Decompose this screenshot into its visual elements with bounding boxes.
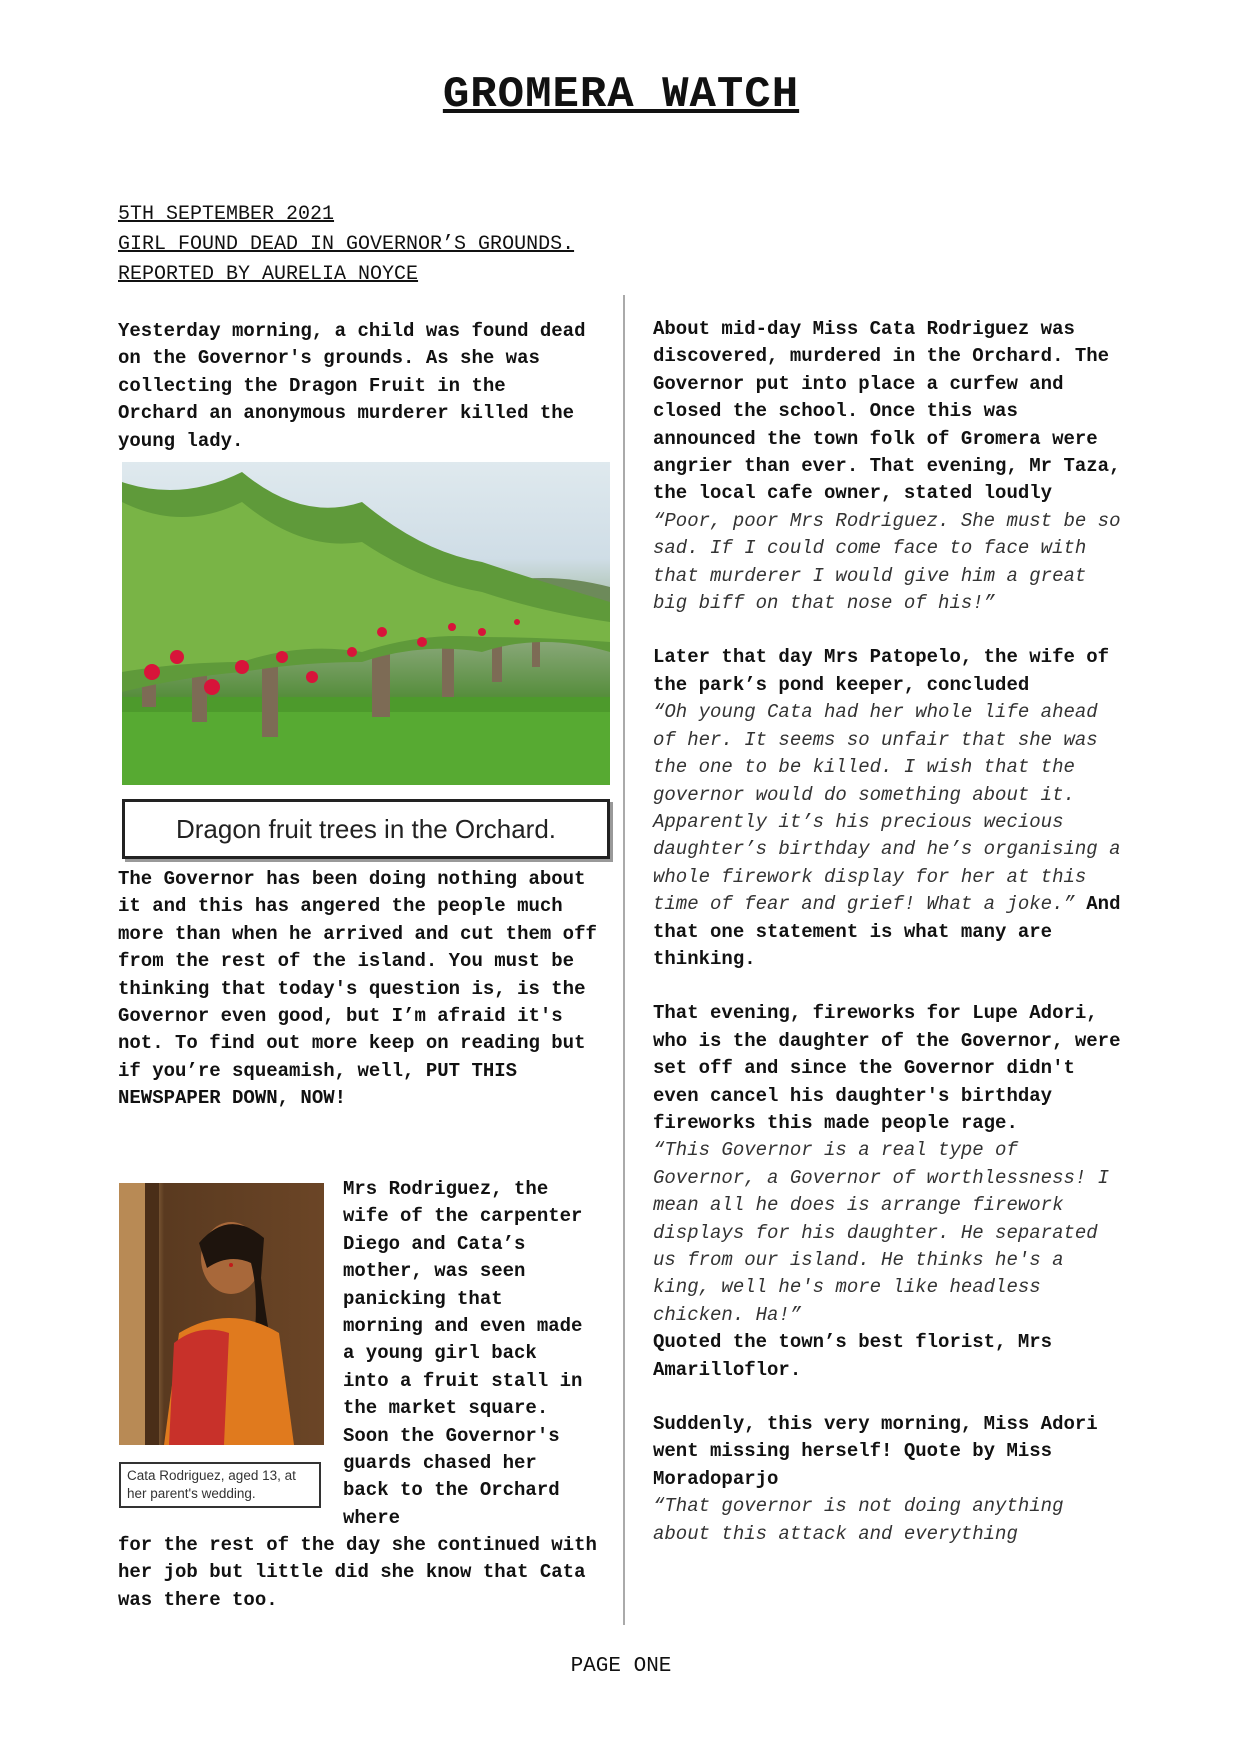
girl-portrait-photo [119,1183,324,1445]
governor-paragraph: The Governor has been doing nothing about it and this has angered the people much more than when he arrived and cut them off from the rest of the island. You must be thinking that today's question is, is the Governor even good, but I’m afraid it's not. To find out more keep on reading but if you’re squeamish, well, PUT THIS NEWSPAPER DOWN, NOW! [118,868,597,1110]
florist-quote: “This Governor is a real type of Governor, a Governor of worthlessness! I mean all he does is arrange firework displays for his daughter. He separated us from our island. He thinks he's a king, well he's more like headless chicken. Ha!” [653,1139,1110,1326]
left-column-wrap [343,1176,593,1532]
left-column-intro [118,318,593,455]
left-column-end [118,1532,598,1614]
masthead-title: GROMERA WATCH [442,70,800,120]
patopelo-paragraph: Later that day Mrs Patopelo, the wife of the park’s pond keeper, concluded [653,646,1110,696]
florist-attribution: Quoted the town’s best florist, Mrs Amarilloflor. [653,1331,1053,1381]
patopelo-quote: “Oh young Cata had her whole life ahead of her. It seems so unfair that she was the one to be killed. I wish that the governor would do something about it. Apparently it’s his precious wecious daughter’s birthday and he’s organising a whole firework display for her at this time of fear and grief! What a joke.” [653,701,1121,916]
missing-paragraph: Suddenly, this very morning, Miss Adori went missing herself! Quote by Miss Moradoparjo [653,1413,1098,1490]
dragon-fruit-illustration [122,462,610,785]
midday-paragraph: About mid-day Miss Cata Rodriguez was discovered, murdered in the Orchard. The Governor put into place a curfew and closed the school. Once this was announced the town folk of Gromera were angrier than ever. That evening, Mr Taza, the local cafe owner, stated loudly [653,318,1121,505]
article-meta [118,200,574,290]
article-byline: REPORTED BY AURELIA NOYCE [118,263,419,286]
girl-portrait-illustration [119,1183,324,1445]
moradoparjo-quote: “That governor is not doing anything about this attack and everything [653,1495,1064,1545]
rodriguez-paragraph: Mrs Rodriguez, the wife of the carpenter Diego and Cata’s mother, was seen panicking that morning and even made a young girl back into a fruit stall in the market square. Soon the Governor's guards chased her back to the Orchard where [343,1178,583,1529]
right-column [653,316,1123,1548]
page-number: PAGE ONE [570,1655,672,1678]
fireworks-paragraph: That evening, fireworks for Lupe Adori, who is the daughter of the Governor, were set off and since the Governor didn't even cancel his daughter's birthday fireworks this made people rage. [653,1002,1121,1134]
column-divider [623,295,625,1625]
article-date: 5TH SEPTEMBER 2021 [118,203,335,226]
patopelo-block [653,699,1123,973]
article-headline: GIRL FOUND DEAD IN GOVERNOR’S GROUNDS. [118,233,575,256]
rodriguez-paragraph-end: for the rest of the day she continued with her job but little did she know that Cata was there too. [118,1534,597,1611]
dragon-fruit-photo [122,462,610,785]
girl-portrait-caption: Cata Rodriguez, aged 13, at her parent's wedding. [119,1462,321,1508]
left-column-body [118,866,598,1113]
intro-paragraph: Yesterday morning, a child was found dead on the Governor's grounds. As she was collecting the Dragon Fruit in the Orchard an anonymous murderer killed the young lady. [118,320,586,452]
dragon-fruit-caption: Dragon fruit trees in the Orchard. [122,799,610,859]
taza-quote: “Poor, poor Mrs Rodriguez. She must be so sad. If I could come face to face with that murderer I would give him a great big biff on that nose of his!” [653,509,1121,615]
patopelo-statement: And that one statement is what many are thinking. [653,893,1121,970]
